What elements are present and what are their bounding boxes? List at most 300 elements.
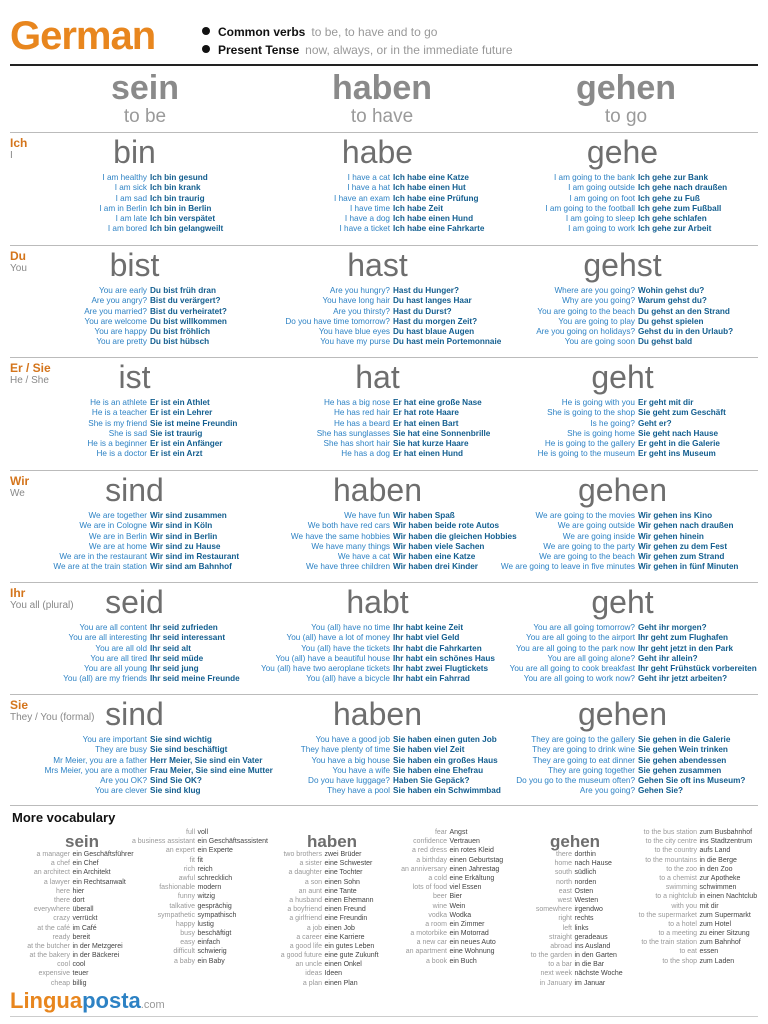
vocabulary-english: an expert [165,847,195,855]
example-english: They are busy [95,745,147,755]
vocabulary-english: a husband [289,896,322,904]
vocabulary-row [10,942,135,951]
vocabulary-german: Angst [449,829,468,836]
vocabulary-english: a job [306,924,322,932]
vocabulary-row [10,896,135,905]
vocabulary-english: a birthday [416,856,447,864]
example-english: You are clever [94,786,147,796]
conjugated-form: hast [347,247,408,283]
example-german: Ihr habt die Fahrkarten [393,643,482,653]
example-german: Ich gehe schlafen [638,214,707,224]
vocabulary-english: a daughter [288,869,322,877]
example-german: Er hat einen Bart [393,418,459,428]
vocabulary-row [637,920,762,929]
example-list [500,511,745,573]
vocabulary-german: irgendwo [574,906,603,914]
example-english: Are you going? [579,786,635,796]
example-english: We have many things [311,541,390,551]
vocabulary-german: einen Geburtstag [449,856,504,864]
vocabulary-german: sympathisch [197,911,237,919]
example-list [255,173,500,235]
vocabulary-german: ein Experte [197,847,233,855]
example-list [12,286,257,348]
example-row [500,562,745,572]
vocabulary-english: vodka [428,911,447,919]
vocabulary-row [512,850,637,859]
vocabulary-english: west [557,896,572,904]
example-english: I am healthy [102,173,147,182]
example-german: Er hat rote Haare [393,408,459,418]
vocabulary-german: eine Tochter [324,869,363,877]
vocabulary-english: ideas [305,970,322,978]
example-row [255,408,500,418]
vocabulary-column [512,828,762,987]
vocabulary-english: funny [177,893,195,901]
example-german: Du hast mein Portemonnaie [393,337,502,347]
example-list [500,735,745,797]
vocabulary-verb: gehen [550,832,601,851]
example-german: Er ist ein Arzt [150,449,203,459]
verb-translation: to be [123,106,167,127]
example-english: Are you angry? [91,296,147,306]
example-english: You (all) have no time [311,623,390,632]
subtitle-1-rest: to be, to have and to go [311,25,438,39]
vocabulary-german: teuer [72,970,89,978]
vocabulary-german: essen [699,948,719,956]
conjugated-form: hat [355,359,400,395]
example-row [255,429,500,439]
example-row [500,756,745,766]
example-row [255,317,500,327]
example-row [255,173,500,183]
example-german: Du gehst spielen [638,316,704,326]
example-german: Ihr seid jung [150,664,199,674]
pronoun-translation: We [10,488,25,499]
vocabulary-german: nach Hause [574,860,612,868]
example-english: Are you going on holidays? [536,327,635,337]
vocabulary-english: fit [189,856,195,864]
example-row [500,419,745,429]
example-row [12,521,257,531]
vocabulary-row [512,905,637,914]
example-english: I have an exam [334,193,390,203]
example-list [255,511,517,573]
verb-header-sein [35,70,255,128]
example-row [12,786,257,796]
example-row [255,552,500,562]
example-german: Du hast langes Haar [393,296,472,306]
vocabulary-english: a motorbike [410,930,447,938]
example-german: Ich habe einen Hut [393,183,466,193]
vocabulary-row [387,837,512,846]
example-german: Ihr habt keine Zeit [393,623,464,632]
example-german: Er geht ins Museum [638,449,716,459]
example-german: Du hast blaue Augen [393,327,475,337]
example-row [500,542,745,552]
example-row [12,664,257,674]
example-english: You are all tired [90,653,147,663]
example-english: Are you thirsty? [333,306,390,316]
example-english: We are at the train station [53,562,147,572]
example-english: You are all content [79,623,147,632]
example-english: He has a beard [334,418,390,428]
example-row [12,214,257,224]
example-german: Ich gehe nach draußen [638,183,728,193]
vocabulary-english: to the shop [662,957,697,965]
example-row [12,429,257,439]
example-english: He is a teacher [91,408,147,418]
vocabulary-german: zur Apotheke [699,874,741,882]
example-row [500,521,745,531]
example-german: Ihr seid müde [150,653,204,663]
vocabulary-row [10,914,135,923]
example-german: Gehen Sie? [638,786,684,796]
example-row [12,224,257,234]
example-row [255,398,500,408]
example-english: I am bored [107,224,147,234]
vocabulary-english: wine [432,902,447,910]
vocabulary-german: gesprächig [197,902,232,910]
logo-part-posta: posta [82,988,141,1013]
example-row [500,439,745,449]
vocabulary-english: there [54,896,70,904]
pronoun-label: Er / Sie [10,361,51,375]
example-german: Ihr geht Frühstück vorbereiten [638,664,757,674]
vocabulary-row [135,856,260,865]
vocabulary-row [10,859,135,868]
example-english: You are happy [94,327,147,337]
example-row [255,531,517,542]
example-german: Er hat eine große Nase [393,398,482,407]
example-german: Wir gehen in fünf Minuten [638,562,739,572]
example-english: We have three children [305,562,390,572]
vocabulary-row [637,837,762,846]
example-german: Sind Sie OK? [150,776,202,786]
example-row [500,337,745,347]
example-english: He is going with you [561,398,635,407]
example-german: Ich bin traurig [150,193,205,203]
example-row [255,786,500,796]
vocabulary-english: an apartment [405,948,447,956]
pronoun-translation: You [10,263,27,274]
vocabulary-german: ein Geschäftsführer [72,851,134,858]
vocabulary-row [512,896,637,905]
example-german: Ich gehe zu Fuß [638,193,700,203]
vocabulary-german: lustig [197,920,214,928]
vocabulary-english: happy [175,920,195,928]
example-row [255,327,500,337]
example-row [500,735,745,745]
vocabulary-row [637,828,762,837]
logo-part-lingua: Lingua [10,988,83,1013]
vocabulary-german: im Januar [574,979,606,987]
subtitle-2-bold: Present Tense [218,43,300,57]
example-row [12,286,257,296]
example-row [500,327,745,337]
vocabulary-german: Westen [574,896,599,904]
vocabulary-german: eine Karriere [324,933,365,941]
vocabulary-row [135,883,260,892]
vocabulary-german: ein rotes Kleid [449,847,494,855]
verb-translation: to go [604,106,648,127]
example-german: Sie gehen Wein trinken [638,745,728,755]
pronoun-translation: They / You (formal) [10,712,95,723]
vocabulary-row [512,951,637,960]
example-german: Wir gehen nach draußen [638,521,734,531]
vocabulary-german: ein Geschäftsassistent [197,838,268,846]
example-english: They are going to the gallery [531,735,635,744]
vocabulary-english: fashionable [159,884,195,892]
vocabulary-row [387,856,512,865]
vocabulary-row [135,892,260,901]
footer-divider [10,1016,758,1017]
example-english: I have a ticket [339,224,390,234]
vocabulary-german: einen Job [324,924,355,932]
vocabulary-english: to a nightclub [655,893,697,901]
example-german: Gehst du in den Urlaub? [638,327,734,337]
vocabulary-list [637,828,762,966]
vocabulary-english: to a meeting [658,930,697,938]
example-german: Wir haben beide rote Autos [393,521,500,531]
example-english: We are going to leave in five minutes [500,562,635,572]
vocabulary-english: to eat [679,948,697,956]
vocabulary-row [10,850,135,859]
example-english: They are going to drink wine [532,745,635,755]
example-english: We are in Cologne [79,521,147,531]
example-german: Sie sind wichtig [150,735,212,744]
example-row [12,542,257,552]
pronoun-section [10,132,758,244]
example-row [255,542,500,552]
vocabulary-english: cheap [50,979,70,987]
vocabulary-english: two brothers [283,851,322,858]
example-list [255,286,500,348]
example-english: She is my friend [88,418,147,428]
pronoun-section [10,470,758,582]
example-row [500,183,745,193]
example-german: Geht er? [638,418,672,428]
vocabulary-english: to the train station [641,939,697,947]
vocabulary-row [10,887,135,896]
example-german: Ich gehe zum Fußball [638,203,722,213]
example-english: You are early [99,286,147,295]
vocabulary-row [135,874,260,883]
example-english: You are all interesting [68,633,147,643]
vocabulary-row [637,902,762,911]
example-row [12,173,257,183]
example-row [500,173,745,183]
example-row [12,623,257,633]
vocabulary-row [10,905,135,914]
example-row [255,644,500,654]
vocabulary-row [262,859,387,868]
example-row [255,735,500,745]
example-list [500,173,745,235]
example-english: She has sunglasses [316,428,390,438]
vocabulary-english: a good life [289,942,322,950]
vocabulary-english: next week [540,970,572,978]
example-english: She has short hair [323,439,390,449]
vocabulary-english: a good future [280,952,322,960]
bullet-icon [202,45,210,53]
example-english: They have a pool [327,786,390,796]
vocabulary-row [135,846,260,855]
subtitle-2-rest: now, always, or in the immediate future [305,43,513,57]
vocabulary-row [262,960,387,969]
example-row [12,644,257,654]
vocabulary-row [387,947,512,956]
vocabulary-row [262,850,387,859]
example-german: Ihr habt zwei Flugtickets [393,664,489,674]
example-row [255,633,500,643]
vocabulary-row [10,979,135,988]
example-row [255,419,500,429]
example-row [255,214,500,224]
vocabulary-german: billig [72,979,87,987]
verb-infinitive: gehen [575,69,677,107]
example-german: Wir sind in Köln [150,521,213,531]
example-english: You (all) have the tickets [301,643,390,653]
vocabulary-german: in der Metzgerei [72,942,123,950]
vocabulary-row [512,942,637,951]
vocabulary-english: a red dress [411,847,447,855]
vocabulary-german: schwierig [197,948,227,956]
vocabulary-english: to a hotel [668,920,697,928]
vocabulary-german: zum Laden [699,957,735,965]
example-row [500,214,745,224]
example-english: You are all old [95,643,147,653]
example-german: Ich gehe zur Arbeit [638,224,712,234]
example-german: Ihr seid zufrieden [150,623,218,632]
vocabulary-english: rich [183,865,195,873]
vocabulary-german: reich [197,865,213,873]
example-row [255,674,500,684]
vocabulary-row [262,924,387,933]
example-english: Why are you going? [562,296,635,306]
vocabulary-row [135,920,260,929]
example-german: Du gehst an den Strand [638,306,730,316]
vocabulary-english: to the mountains [645,856,697,864]
conjugated-form: bist [109,247,160,283]
vocabulary-english: south [554,869,572,877]
verb-infinitive: sein [110,69,180,107]
vocabulary-german: ein gutes Leben [324,942,375,950]
vocabulary-row [512,868,637,877]
example-english: We are going inside [562,531,635,541]
vocabulary-german: nächste Woche [574,970,623,978]
example-english: I am going outside [568,183,635,193]
vocabulary-row [512,969,637,978]
example-row [12,204,257,214]
conjugated-form: gehen [578,472,667,508]
vocabulary-english: to the supermarket [638,911,697,919]
vocabulary-german: ein Architekt [72,869,111,877]
example-german: Ich bin gelangweilt [150,224,224,234]
example-list [255,623,500,685]
pronoun-label: Wir [10,474,30,488]
vocabulary-german: ins Ausland [574,942,611,950]
example-german: Ich bin gesund [150,173,208,182]
vocabulary-english: to the country [654,847,697,855]
example-english: You are welcome [84,316,147,326]
vocabulary-english: right [558,915,572,923]
example-english: He has red hair [334,408,390,418]
vocabulary-list [10,850,135,988]
example-german: Du bist fröhlich [150,327,211,337]
vocabulary-english: in January [539,979,572,987]
bullet-icon [202,27,210,35]
vocabulary-row [262,951,387,960]
example-row [255,194,500,204]
vocabulary-german: witzig [197,893,216,901]
vocabulary-row [512,933,637,942]
example-row [500,776,745,786]
example-german: Er hat einen Hund [393,449,464,459]
vocabulary-row [262,868,387,877]
vocabulary-row [387,846,512,855]
example-row [255,511,500,521]
example-english: You are pretty [96,337,147,347]
example-row [12,307,257,317]
example-english: You are going to the beach [537,306,635,316]
vocabulary-english: somewhere [535,906,572,914]
vocabulary-english: a room [425,920,447,928]
example-english: You are all going alone? [547,653,635,663]
example-german: Wir sind im Restaurant [150,552,240,562]
conjugated-form: haben [333,696,422,732]
example-german: Ihr habt ein Fahrrad [393,674,470,684]
example-german: Sie gehen in die Galerie [638,735,731,744]
vocabulary-german: überall [72,906,94,914]
vocabulary-row [637,883,762,892]
vocabulary-english: abroad [550,942,572,950]
vocabulary-english: straight [549,933,572,941]
vocabulary-english: to a chemist [659,874,697,882]
vocabulary-english: difficult [173,948,195,956]
example-german: Geht ihr morgen? [638,623,707,632]
example-english: We have fun [344,511,390,520]
logo-part-domain: .com [140,999,165,1011]
vocabulary-german: in den Zoo [699,865,733,873]
example-row [500,224,745,234]
example-english: You (all) have a lot of money [286,633,390,643]
vocabulary-english: a career [296,933,322,941]
vocabulary-german: einen Ehemann [324,896,374,904]
example-row [255,654,500,664]
example-english: We both have red cars [307,521,390,531]
example-german: Warum gehst du? [638,296,707,306]
vocabulary-german: ein Rechtsanwalt [72,878,126,886]
vocabulary-english: a chef [50,860,70,868]
example-german: Sie haben eine Ehefrau [393,765,484,775]
vocabulary-row [262,933,387,942]
pronoun-label: Ihr [10,586,26,600]
example-list [12,511,257,573]
example-row [12,183,257,193]
vocabulary-row [387,865,512,874]
example-english: I am late [115,214,147,224]
vocabulary-english: north [556,878,572,886]
example-row [500,623,745,633]
verb-infinitive: haben [331,69,433,107]
vocabulary-german: mit dir [699,902,719,910]
vocabulary-row [135,828,260,837]
vocabulary-german: schwimmen [699,884,737,892]
example-english: They have plenty of time [300,745,390,755]
example-row [12,327,257,337]
vocabulary-english: a lawyer [43,878,70,886]
example-english: They are going together [548,765,635,775]
